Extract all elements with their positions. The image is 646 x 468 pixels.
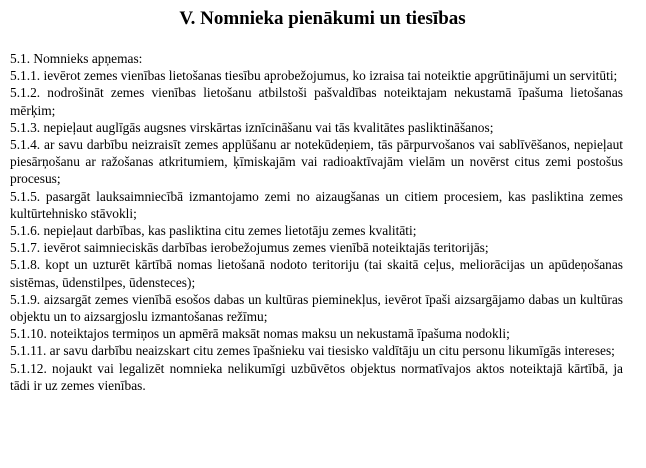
clause-5-1-1: 5.1.1. ievērot zemes vienības lietošanas tiesību aprobežojumus, ko izraisa tai noteiktie apgrūtinājumi un servitūti; <box>10 68 618 84</box>
clause-5-1-12: 5.1.12. nojaukt vai legalizēt nomnieka nelikumīgi uzbūvētos objektus normatīvajos aktos noteiktajā kārtībā, ja tādi ir uz zemes vienības. <box>10 360 623 393</box>
clause-5-1-3: 5.1.3. nepieļaut auglīgās augsnes virskārtas iznīcināšanu vai tās kvalitātes pasliktināšanos; <box>10 119 494 135</box>
clause-5-1-9: 5.1.9. aizsargāt zemes vienībā esošos dabas un kultūras pieminekļus, ievērot īpaši aizsargājamo dabas un kultūras objektu un to aizsargjoslu izmantošanas režīmu; <box>10 291 623 325</box>
clause-5-1-6: 5.1.6. nepieļaut darbības, kas pasliktina citu zemes lietotāju zemes kvalitāti; <box>10 223 417 239</box>
clause-5-1-10: 5.1.10. noteiktajos termiņos un apmērā maksāt nomas maksu un nekustamā īpašuma nodokli; <box>10 326 510 342</box>
clause-5-1-4: 5.1.4. ar savu darbību neizraisīt zemes applūšanu ar notekūdeņiem, tās pārpurvošanos vai sablīvēšanos, nepieļaut piesārņošanu ar ražošanas atkritumiem, ķīmiskajām vai radioaktīvajām vielām un novērst citus zemi postošus procesus; <box>10 137 623 187</box>
clause-5-1-2: 5.1.2. nodrošināt zemes vienības lietošanu atbilstoši pašvaldības noteiktajam nekustamā īpašuma lietošanas mērķim; <box>10 85 623 118</box>
clause-5-1-8: 5.1.8. kopt un uzturēt kārtībā nomas lietošanā nodoto teritoriju (tai skaitā ceļus, meliorācijas un apūdeņošanas sistēmas, ūdenstilpes, ūdensteces); <box>10 257 623 290</box>
section-title: V. Nomnieka pienākumi un tiesības <box>179 8 466 29</box>
clause-intro: 5.1. Nomnieks apņemas: <box>10 51 143 66</box>
clause-list <box>10 50 623 394</box>
clause-5-1-5: 5.1.5. pasargāt lauksaimniecībā izmantojamo zemi no aizaugšanas un citiem procesiem, kas pasliktina zemes kultūrtehnisko stāvokli; <box>10 188 623 221</box>
clause-5-1-7: 5.1.7. ievērot saimnieciskās darbības ierobežojumus zemes vienībā noteiktajās teritorijās; <box>10 240 489 256</box>
clause-5-1-11: 5.1.11. ar savu darbību neaizskart citu zemes īpašnieku vai tiesisko valdītāju un citu personu likumīgās intereses; <box>10 343 615 359</box>
